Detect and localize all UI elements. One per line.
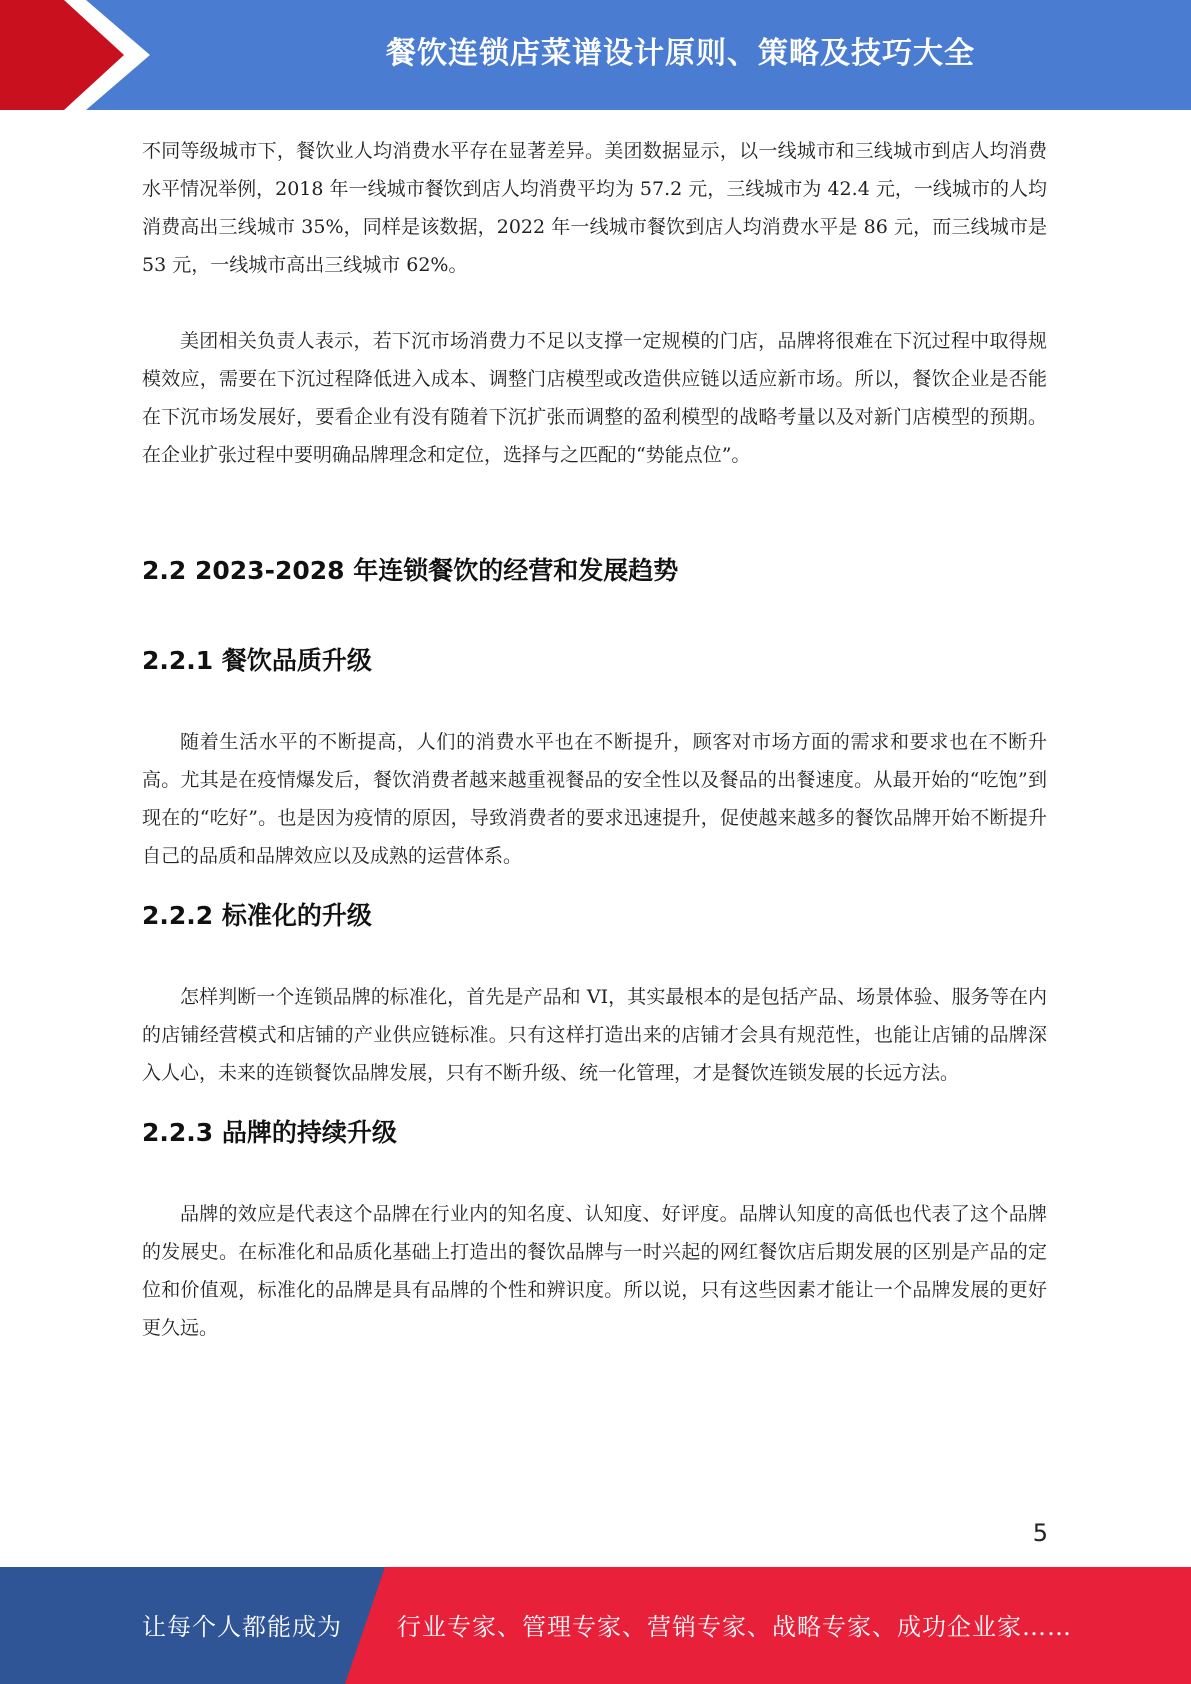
paragraph-city-consumption: 不同等级城市下，餐饮业人均消费水平存在显著差异。美团数据显示，以一线城市和三线城市到店人均消费水平情况举例，2018 年一线城市餐饮到店人均消费平均为 57.2 元，三线城市为 42.4 元，一线城市的人均消费高出三线城市 35%，同样是该数据，2022 年一线城市餐饮到店人均消费水平是 86 元，而三线城市是 53 元，一线城市高出三线城市 62%。 [142, 140, 1047, 276]
paragraph-meituan-statement: 美团相关负责人表示，若下沉市场消费力不足以支撑一定规模的门店，品牌将很难在下沉过程中取得规模效应，需要在下沉过程降低进入成本、调整门店模型或改造供应链以适应新市场。所以，餐饮企业是否能在下沉市场发展好，要看企业有没有随着下沉扩张而调整的盈利模型的战略考量以及对新门店模型的预期。在企业扩张过程中要明确品牌理念和定位，选择与之匹配的“势能点位”。 [142, 330, 1047, 466]
footer-slogan-right: 行业专家、管理专家、营销专家、战略专家、成功企业家…… [397, 1613, 1072, 1641]
page-content [142, 132, 1047, 1347]
red-chevron-decoration [0, 0, 150, 110]
footer-banner [0, 1567, 1191, 1684]
footer-slogan-left: 让每个人都能成为 [142, 1613, 342, 1641]
paragraph-quality-upgrade: 随着生活水平的不断提高，人们的消费水平也在不断提升，顾客对市场方面的需求和要求也在不断升高。尤其是在疫情爆发后，餐饮消费者越来越重视餐品的安全性以及餐品的出餐速度。从最开始的“吃饱”到现在的“吃好”。也是因为疫情的原因，导致消费者的要求迅速提升，促使越来越多的餐饮品牌开始不断提升自己的品质和品牌效应以及成熟的运营体系。 [142, 731, 1047, 867]
paragraph-standardization-upgrade: 怎样判断一个连锁品牌的标准化，首先是产品和 VI，其实最根本的是包括产品、场景体验、服务等在内的店铺经营模式和店铺的产业供应链标准。只有这样打造出来的店铺才会具有规范性，也能让店铺的品牌深入人心，未来的连锁餐饮品牌发展，只有不断升级、统一化管理，才是餐饮连锁发展的长远方法。 [142, 986, 1047, 1084]
section-heading-2-2: 2.2 2023-2028 年连锁餐饮的经营和发展趋势 [142, 556, 679, 585]
section-heading-2-2-1: 2.2.1 餐饮品质升级 [142, 646, 372, 675]
section-heading-2-2-2: 2.2.2 标准化的升级 [142, 901, 372, 930]
paragraph-brand-upgrade: 品牌的效应是代表这个品牌在行业内的知名度、认知度、好评度。品牌认知度的高低也代表了这个品牌的发展史。在标准化和品质化基础上打造出的餐饮品牌与一时兴起的网红餐饮店后期发展的区别是产品的定位和价值观，标准化的品牌是具有品牌的个性和辨识度。所以说，只有这些因素才能让一个品牌发展的更好更久远。 [142, 1203, 1047, 1339]
document-title: 餐饮连锁店菜谱设计原则、策略及技巧大全 [386, 36, 975, 71]
header-banner [0, 0, 1191, 110]
page-number: 5 [1032, 1519, 1048, 1547]
section-heading-2-2-3: 2.2.3 品牌的持续升级 [142, 1118, 397, 1147]
